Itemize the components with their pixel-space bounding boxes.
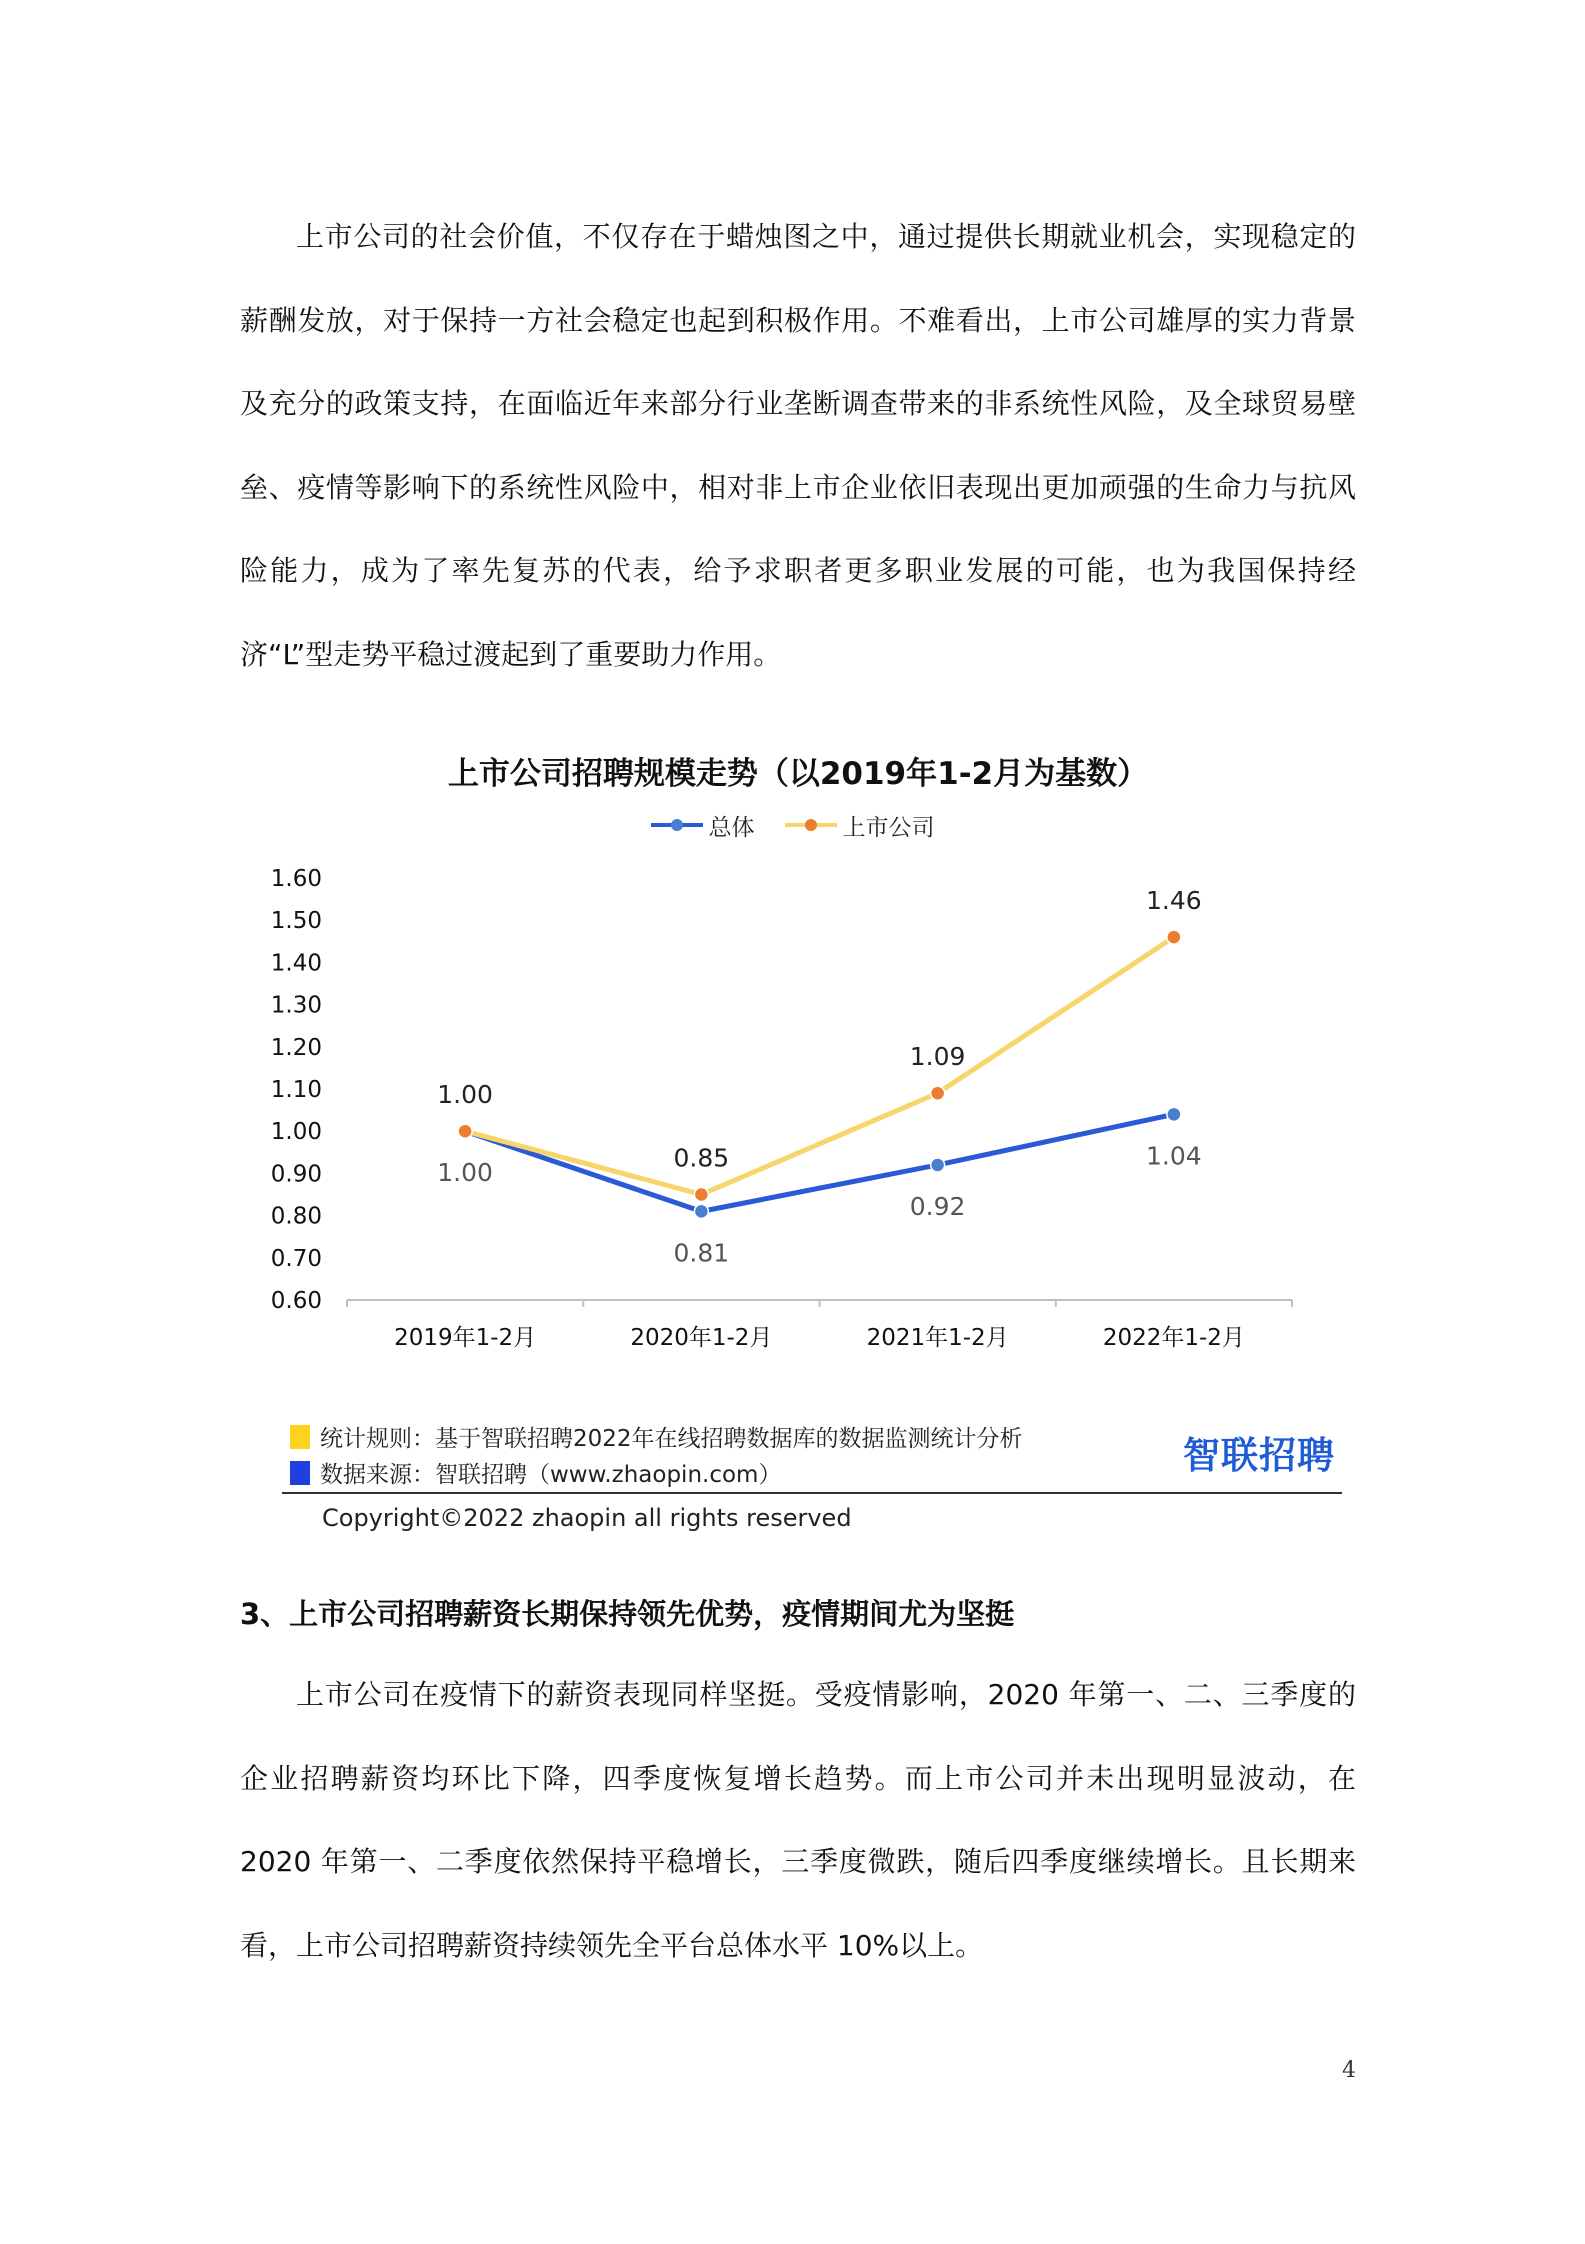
data-label-0: 1.04 xyxy=(1146,1141,1202,1171)
x-tick-label: 2022年1-2月 xyxy=(1102,1325,1245,1351)
page-number: 4 xyxy=(1342,2058,1356,2083)
series-line-1 xyxy=(465,937,1174,1194)
y-tick-label: 0.80 xyxy=(270,1203,322,1230)
series-point-1 xyxy=(1167,930,1181,944)
y-tick-label: 1.60 xyxy=(270,866,322,892)
y-tick-label: 1.30 xyxy=(270,992,322,1019)
series-point-1 xyxy=(931,1086,945,1100)
y-tick-label: 0.70 xyxy=(270,1245,322,1272)
section-heading: 3、上市公司招聘薪资长期保持领先优势，疫情期间尤为坚挺 xyxy=(240,1597,1015,1631)
x-tick-label: 2020年1-2月 xyxy=(630,1325,773,1351)
y-tick-label: 0.90 xyxy=(270,1161,322,1188)
footnote-divider xyxy=(282,1492,1342,1494)
y-tick-label: 1.20 xyxy=(270,1034,322,1061)
y-tick-label: 1.40 xyxy=(270,950,322,977)
series-point-0 xyxy=(931,1158,945,1172)
intro-paragraph: 上市公司的社会价值，不仅存在于蜡烛图之中，通过提供长期就业机会，实现稳定的薪酬发放，对于保持一方社会稳定也起到积极作用。不难看出，上市公司雄厚的实力背景及充分的政策支持，在面临近年来部分行业垄断调查带来的非系统性风险，及全球贸易壁垒、疫情等影响下的系统性风险中，相对非上市企业依旧表现出更加顽强的生命力与抗风险能力，成为了率先复苏的代表，给予求职者更多职业发展的可能，也为我国保持经济“L”型走势平稳过渡起到了重要助力作用。 xyxy=(240,220,1356,671)
y-tick-label: 1.00 xyxy=(270,1119,322,1146)
legend-label-overall: 总体 xyxy=(708,814,755,841)
zhaopin-logo: 智联招聘 xyxy=(1183,1434,1335,1477)
footnote-rule xyxy=(290,1420,1023,1453)
yellow-square-icon xyxy=(290,1425,310,1449)
copyright-notice: Copyright©2022 zhaopin all rights reserved xyxy=(322,1504,852,1532)
data-label-1: 1.00 xyxy=(437,1080,493,1110)
y-tick-label: 0.60 xyxy=(270,1288,322,1314)
series-point-0 xyxy=(1167,1107,1181,1121)
data-label-0: 0.92 xyxy=(909,1191,966,1221)
data-label-1: 1.09 xyxy=(909,1042,966,1072)
series-point-1 xyxy=(458,1124,472,1138)
series-point-0 xyxy=(694,1204,708,1218)
series-point-1 xyxy=(694,1188,708,1202)
data-label-1: 1.46 xyxy=(1146,886,1202,916)
data-label-1: 0.85 xyxy=(673,1143,730,1173)
data-label-0: 0.81 xyxy=(673,1238,730,1268)
footnote-source-text: 数据来源：智联招聘（www.zhaopin.com） xyxy=(320,1462,782,1488)
y-tick-label: 1.50 xyxy=(270,908,322,935)
x-tick-label: 2019年1-2月 xyxy=(394,1325,537,1351)
blue-square-icon xyxy=(290,1461,310,1485)
legend-label-listed: 上市公司 xyxy=(842,814,935,841)
y-tick-label: 1.10 xyxy=(270,1077,322,1103)
data-label-0: 1.00 xyxy=(437,1158,493,1188)
x-tick-label: 2021年1-2月 xyxy=(866,1325,1009,1351)
footnote-rule-text: 统计规则：基于智联招聘2022年在线招聘数据库的数据监测统计分析 xyxy=(320,1426,1023,1452)
series-line-0 xyxy=(465,1114,1174,1211)
footnote-source xyxy=(290,1456,781,1489)
salary-paragraph: 上市公司在疫情下的薪资表现同样坚挺。受疫情影响，2020 年第一、二、三季度的企业招聘薪资均环比下降，四季度恢复增长趋势。而上市公司并未出现明显波动，在 2020 年第一、二季度依然保持平稳增长，三季度微跌，随后四季度继续增长。且长期来看，上市公司招聘薪资持续领先全平台总体水平 10%以上。 xyxy=(240,1678,1356,1962)
chart-title: 上市公司招聘规模走势（以2019年1-2月为基数） xyxy=(447,756,1149,792)
